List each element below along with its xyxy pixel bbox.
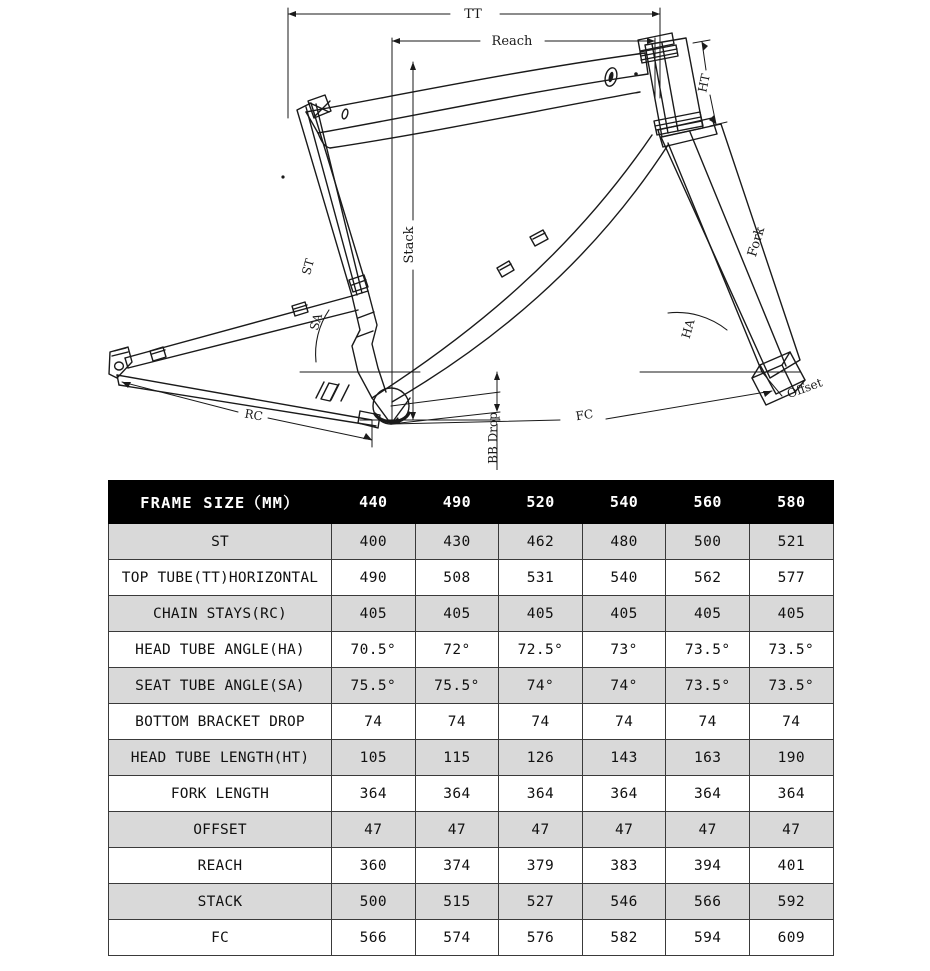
cell: 74 [499, 704, 583, 740]
cell: 500 [332, 884, 416, 920]
cell: 546 [582, 884, 666, 920]
label-ht: HT [695, 72, 713, 94]
frame-geometry-diagram [0, 0, 930, 470]
table-row [109, 668, 834, 704]
cell: 576 [499, 920, 583, 956]
cell: 592 [749, 884, 833, 920]
row-label-seat-tube-angle: SEAT TUBE ANGLE(SA) [109, 668, 332, 704]
cell: 379 [499, 848, 583, 884]
top-tube [306, 53, 648, 148]
fork [658, 118, 805, 405]
cell: 47 [582, 812, 666, 848]
cell: 405 [582, 596, 666, 632]
cell: 115 [415, 740, 499, 776]
row-label-fork-length: FORK LENGTH [109, 776, 332, 812]
table-row [109, 704, 834, 740]
seat-stay [125, 296, 358, 368]
cell: 73.5° [749, 668, 833, 704]
label-sa: SA [307, 311, 326, 332]
cell: 163 [666, 740, 750, 776]
cell: 143 [582, 740, 666, 776]
header-row [109, 481, 834, 524]
cell: 73.5° [749, 632, 833, 668]
cell: 47 [415, 812, 499, 848]
table-row [109, 812, 834, 848]
cell: 540 [582, 560, 666, 596]
cell: 75.5° [332, 668, 416, 704]
row-label-offset: OFFSET [109, 812, 332, 848]
table-header [109, 481, 834, 524]
cell: 374 [415, 848, 499, 884]
label-fc: FC [574, 406, 595, 424]
header-size-540: 540 [582, 481, 666, 524]
label-reach: Reach [491, 34, 533, 49]
table-body [109, 524, 834, 956]
cell: 73.5° [666, 668, 750, 704]
table-row [109, 560, 834, 596]
cell: 74 [582, 704, 666, 740]
geometry-spec-table-wrapper [108, 480, 833, 956]
cell: 574 [415, 920, 499, 956]
cell: 126 [499, 740, 583, 776]
cell: 105 [332, 740, 416, 776]
dimension-bb-drop [391, 372, 500, 470]
table-row [109, 524, 834, 560]
row-label-head-tube-length: HEAD TUBE LENGTH(HT) [109, 740, 332, 776]
cell: 508 [415, 560, 499, 596]
row-label-top-tube-horizontal: TOP TUBE(TT)HORIZONTAL [109, 560, 332, 596]
table-row [109, 848, 834, 884]
chainstay-bridge [316, 382, 349, 401]
cell: 364 [666, 776, 750, 812]
label-stack: Stack [402, 226, 417, 264]
cell: 72° [415, 632, 499, 668]
cell: 74 [332, 704, 416, 740]
row-label-bottom-bracket-drop: BOTTOM BRACKET DROP [109, 704, 332, 740]
cell: 405 [666, 596, 750, 632]
cell: 190 [749, 740, 833, 776]
cell: 74° [499, 668, 583, 704]
cell: 364 [582, 776, 666, 812]
table-row [109, 740, 834, 776]
cell: 562 [666, 560, 750, 596]
down-tube [372, 135, 668, 402]
cell: 74 [415, 704, 499, 740]
label-offset: Offset [785, 375, 825, 402]
label-st: ST [299, 257, 318, 277]
dimension-stack [360, 62, 500, 420]
row-label-stack: STACK [109, 884, 332, 920]
seat-tube [297, 95, 386, 398]
label-tt: TT [464, 7, 482, 22]
label-bb-drop: BB Drop [486, 412, 500, 464]
cell: 577 [749, 560, 833, 596]
frame-drawing-svg [0, 0, 930, 470]
cell: 401 [749, 848, 833, 884]
seat-tube-dot [281, 175, 284, 178]
cell: 74 [749, 704, 833, 740]
cell: 462 [499, 524, 583, 560]
cell: 405 [415, 596, 499, 632]
row-label-st: ST [109, 524, 332, 560]
cell: 73.5° [666, 632, 750, 668]
table-row [109, 920, 834, 956]
cell: 47 [499, 812, 583, 848]
cell: 74° [582, 668, 666, 704]
table-row [109, 884, 834, 920]
header-size-490: 490 [415, 481, 499, 524]
header-size-520: 520 [499, 481, 583, 524]
cell: 531 [499, 560, 583, 596]
cell: 360 [332, 848, 416, 884]
cell: 430 [415, 524, 499, 560]
cell: 405 [499, 596, 583, 632]
cell: 75.5° [415, 668, 499, 704]
cell: 47 [332, 812, 416, 848]
cell: 70.5° [332, 632, 416, 668]
cell: 405 [332, 596, 416, 632]
cell: 47 [666, 812, 750, 848]
label-ha: HA [678, 317, 698, 341]
table-row [109, 776, 834, 812]
cell: 566 [332, 920, 416, 956]
dimension-tt [288, 8, 660, 118]
row-label-head-tube-angle: HEAD TUBE ANGLE(HA) [109, 632, 332, 668]
cell: 364 [499, 776, 583, 812]
cell: 521 [749, 524, 833, 560]
row-label-chain-stays: CHAIN STAYS(RC) [109, 596, 332, 632]
header-size-440: 440 [332, 481, 416, 524]
cell: 364 [415, 776, 499, 812]
row-label-reach: REACH [109, 848, 332, 884]
cell: 405 [749, 596, 833, 632]
cell: 609 [749, 920, 833, 956]
cell: 364 [332, 776, 416, 812]
label-fork: Fork [745, 225, 769, 259]
table-row [109, 632, 834, 668]
cell: 515 [415, 884, 499, 920]
cell: 72.5° [499, 632, 583, 668]
cell: 480 [582, 524, 666, 560]
rear-dropout [109, 347, 132, 378]
cell: 527 [499, 884, 583, 920]
cell: 74 [666, 704, 750, 740]
label-rc: RC [243, 406, 264, 424]
cell: 394 [666, 848, 750, 884]
cell: 383 [582, 848, 666, 884]
table-row [109, 596, 834, 632]
cell: 73° [582, 632, 666, 668]
cell: 364 [749, 776, 833, 812]
header-size-580: 580 [749, 481, 833, 524]
row-label-fc: FC [109, 920, 332, 956]
header-size-560: 560 [666, 481, 750, 524]
cell: 400 [332, 524, 416, 560]
geometry-spec-table [108, 480, 834, 956]
header-frame-size-label: FRAME SIZE（MM） [109, 481, 332, 524]
cell: 566 [666, 884, 750, 920]
cell: 582 [582, 920, 666, 956]
cell: 490 [332, 560, 416, 596]
cell: 594 [666, 920, 750, 956]
cell: 47 [749, 812, 833, 848]
cell: 500 [666, 524, 750, 560]
